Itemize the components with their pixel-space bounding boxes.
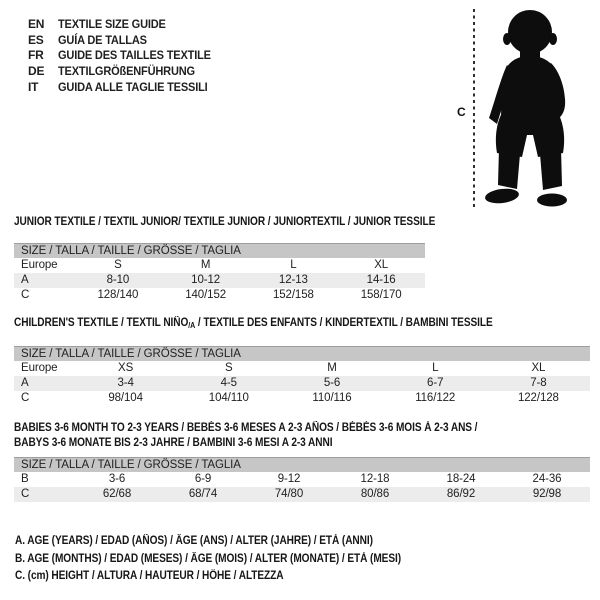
table-row bbox=[14, 391, 590, 406]
lang-title: GUÍA DE TALLAS bbox=[58, 32, 147, 47]
footnote-b: B. AGE (MONTHS) / EDAD (MESES) / ÂGE (MOIS) / ALTER (MONATE) / ETÀ (MESI) bbox=[15, 552, 402, 565]
table-cell: 152/158 bbox=[272, 289, 314, 301]
children-title-sub: /A bbox=[188, 321, 196, 330]
footnote-a: A. AGE (YEARS) / EDAD (AÑOS) / ÂGE (ANS) / ALTER (JAHRE) / ETÀ (ANNI) bbox=[15, 535, 373, 547]
table-cell: 3-4 bbox=[117, 377, 134, 389]
table-cell: 104/110 bbox=[208, 392, 249, 404]
table-row bbox=[14, 376, 590, 391]
table-cell: 3-6 bbox=[108, 473, 126, 485]
row-label: A bbox=[21, 274, 29, 286]
lang-code: FR bbox=[28, 48, 44, 63]
table-cell: 6-7 bbox=[427, 377, 444, 389]
babies-title-line1: BABIES 3-6 MONTH TO 2-3 YEARS / BEBÉS 3-6 MESES A 2-3 AÑOS / BÉBÉS 3-6 MOIS À 2-3 ANS / bbox=[14, 422, 478, 434]
children-size-table bbox=[14, 346, 590, 406]
lang-row-en bbox=[28, 17, 224, 33]
table-cell: 7-8 bbox=[530, 377, 547, 389]
language-list bbox=[28, 17, 224, 95]
lang-row-es bbox=[28, 33, 224, 49]
table-cell: 12-18 bbox=[360, 473, 390, 485]
lang-code: DE bbox=[28, 64, 45, 79]
table-cell: M bbox=[327, 362, 337, 374]
table-cell: 140/152 bbox=[185, 289, 227, 301]
lang-title: TEXTILE SIZE GUIDE bbox=[58, 17, 166, 31]
babies-title-line2: BABYS 3-6 MONATE BIS 2-3 JAHRE / BAMBINI 3-6 MESI A 2-3 ANNI bbox=[14, 437, 333, 449]
table-cell: 92/98 bbox=[532, 488, 562, 500]
table-cell: 86/92 bbox=[446, 488, 476, 500]
table-cell: L bbox=[290, 259, 297, 271]
table-cell: 98/104 bbox=[108, 392, 143, 404]
size-header-bar: SIZE / TALLA / TAILLE / GRÖSSE / TAGLIA bbox=[14, 457, 590, 472]
lang-row-de bbox=[28, 64, 224, 80]
table-row bbox=[14, 273, 425, 288]
table-cell: L bbox=[432, 362, 439, 374]
table-cell: 9-12 bbox=[277, 473, 301, 485]
children-section-title bbox=[14, 317, 493, 332]
baby-silhouette-icon bbox=[484, 8, 576, 208]
lang-title: GUIDE DES TAILLES TEXTILE bbox=[58, 48, 211, 63]
table-cell: 8-10 bbox=[106, 274, 130, 286]
table-cell: S bbox=[225, 362, 233, 374]
table-cell: 24-36 bbox=[532, 473, 562, 485]
size-header-bar: SIZE / TALLA / TAILLE / GRÖSSE / TAGLIA bbox=[14, 243, 425, 258]
table-row bbox=[14, 487, 590, 502]
children-title-text: CHILDREN'S TEXTILE / TEXTIL NIÑO bbox=[14, 317, 189, 329]
row-label: C bbox=[21, 392, 30, 404]
babies-section-title bbox=[14, 421, 477, 451]
table-cell: 122/128 bbox=[517, 392, 559, 404]
table-cell: 6-9 bbox=[194, 473, 212, 485]
row-label: Europe bbox=[21, 259, 58, 271]
table-row bbox=[14, 472, 590, 487]
row-label: C bbox=[21, 289, 30, 301]
table-cell: 12-13 bbox=[278, 274, 308, 286]
table-cell: 128/140 bbox=[97, 289, 139, 301]
babies-size-table bbox=[14, 457, 590, 502]
table-cell: S bbox=[114, 259, 122, 271]
table-cell: XL bbox=[374, 259, 389, 271]
row-label: A bbox=[21, 377, 29, 389]
table-cell: 14-16 bbox=[366, 274, 396, 286]
height-measure-label: C bbox=[457, 105, 466, 119]
table-row bbox=[14, 258, 425, 273]
table-cell: 110/116 bbox=[312, 392, 352, 404]
table-cell: XL bbox=[531, 362, 546, 374]
lang-code: IT bbox=[28, 79, 39, 94]
size-header-bar: SIZE / TALLA / TAILLE / GRÖSSE / TAGLIA bbox=[14, 346, 590, 361]
table-cell: 68/74 bbox=[188, 488, 218, 500]
footnote-c: C. (cm) HEIGHT / ALTURA / HAUTEUR / HÖHE / ALTEZZA bbox=[15, 570, 284, 582]
lang-row-it bbox=[28, 80, 224, 96]
table-row bbox=[14, 361, 590, 376]
table-cell: 74/80 bbox=[274, 488, 304, 500]
lang-title: GUIDA ALLE TAGLIE TESSILI bbox=[58, 79, 208, 94]
row-label: B bbox=[21, 473, 29, 485]
table-cell: 116/122 bbox=[415, 392, 456, 404]
lang-code: EN bbox=[28, 17, 45, 31]
table-cell: 18-24 bbox=[446, 473, 476, 485]
junior-size-table bbox=[14, 243, 425, 303]
height-measure-dashed-line bbox=[473, 9, 475, 207]
table-cell: XS bbox=[118, 362, 134, 374]
table-cell: M bbox=[200, 259, 211, 271]
table-cell: 62/68 bbox=[102, 488, 132, 500]
table-cell: 5-6 bbox=[323, 377, 341, 389]
table-cell: 10-12 bbox=[191, 274, 221, 286]
junior-section-title: JUNIOR TEXTILE / TEXTIL JUNIOR/ TEXTILE JUNIOR / JUNIORTEXTIL / JUNIOR TESSILE bbox=[14, 216, 436, 228]
lang-row-fr bbox=[28, 48, 224, 64]
table-row bbox=[14, 288, 425, 303]
row-label: C bbox=[21, 488, 30, 500]
table-cell: 158/170 bbox=[360, 289, 402, 301]
lang-title: TEXTILGRÖßENFÜHRUNG bbox=[58, 64, 195, 79]
lang-code: ES bbox=[28, 32, 44, 47]
footnotes bbox=[15, 533, 454, 586]
table-cell: 80/86 bbox=[360, 488, 390, 500]
children-title-text: / TEXTILE DES ENFANTS / KINDERTEXTIL / BAMBINI TESSILE bbox=[195, 317, 493, 329]
row-label: Europe bbox=[21, 362, 58, 374]
table-cell: 4-5 bbox=[220, 377, 237, 389]
